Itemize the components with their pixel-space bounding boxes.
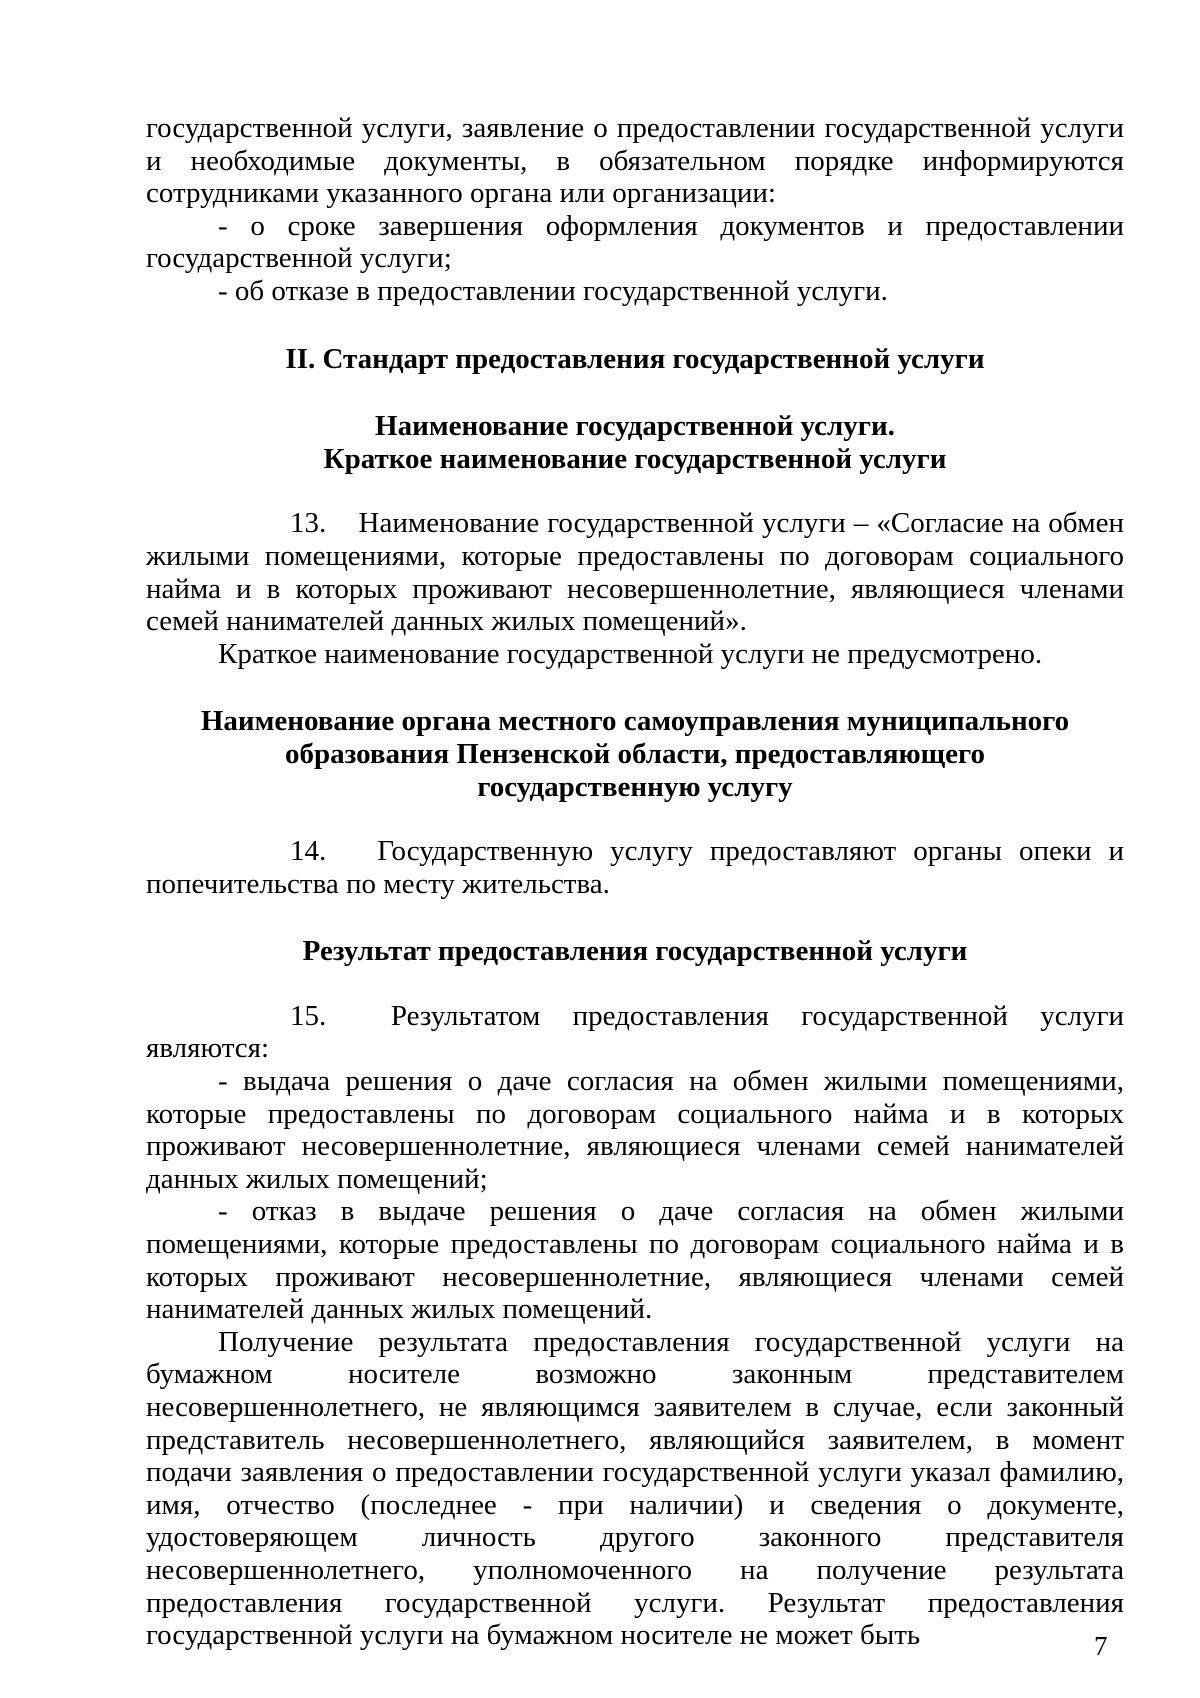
paragraph-item-15 [146, 1000, 1124, 1065]
item-14-number: 14. [290, 835, 327, 868]
page-number: 7 [1094, 1631, 1108, 1661]
item-13-text: Наименование государственной услуги – «Согласие на обмен жилыми помещениями, которые предоставлены по договорам социального найма и в которых проживают несовершеннолетние, являющиеся членами семей нанимателей данных жилых помещений». [146, 507, 1124, 638]
item-13-number: 13. [290, 507, 327, 540]
heading-authority-line1: Наименование органа местного самоуправления муниципального [200, 705, 1070, 738]
heading-authority-line2: образования Пензенской области, предоставляющего [285, 737, 985, 770]
heading-service-name-line2: Краткое наименование государственной услуги [323, 442, 947, 475]
paragraph-item-14 [146, 835, 1124, 900]
paragraph-bullet-refusal: - об отказе в предоставлении государственной услуги. [218, 274, 888, 307]
item-15-number: 15. [290, 999, 327, 1032]
paragraph-continuation: государственной услуги, заявление о предоставлении государственной услуги и необходимые документы, в обязательном порядке информируются сотрудниками указанного органа или организации: [146, 112, 1124, 210]
section-title: II. Стандарт предоставления государственной услуги [285, 342, 985, 375]
paragraph-bullet-deadline: - о сроке завершения оформления документов и предоставлении государственной услуги; [146, 209, 1124, 275]
paragraph-short-name: Краткое наименование государственной услуги не предусмотрено. [218, 637, 1043, 670]
paragraph-result-issue: - выдача решения о даче согласия на обмен жилыми помещениями, которые предоставлены по договорам социального найма и в которых проживают несовершеннолетние, являющиеся членами семей нанимателей данных жилых помещений; [146, 1065, 1124, 1195]
heading-result: Результат предоставления государственной услуги [302, 935, 968, 968]
heading-service-name [146, 410, 1124, 475]
heading-authority [146, 705, 1124, 803]
paragraph-result-receipt: Получение результата предоставления государственной услуги на бумажном носителе возможно законным представителем несовершеннолетнего, не являющимся заявителем в случае, если законный представитель несовершеннолетнего, являющийся заявителем, в момент подачи заявления о предоставлении государственной услуги указал фамилию, имя, отчество (последнее - при наличии) и сведения о документе, удостоверяющем личность другого законного представителя несовершеннолетнего, уполномоченного на получение результата предоставления государственной услуги. Результат предоставления государственной услуги на бумажном носителе не может быть [146, 1325, 1124, 1652]
item-15-intro: Результатом предоставления государственной услуги являются: [146, 999, 1124, 1065]
heading-authority-line3: государственную услугу [477, 770, 793, 803]
paragraph-result-refusal: - отказ в выдаче решения о даче согласия на обмен жилыми помещениями, которые предоставлены по договорам социального найма и в которых проживают несовершеннолетние, являющиеся членами семей нанимателей данных жилых помещений. [146, 1195, 1124, 1326]
heading-service-name-line1: Наименование государственной услуги. [375, 410, 895, 443]
page-content [146, 112, 1124, 1652]
item-14-text: Государственную услугу предоставляют органы опеки и попечительства по месту жительства. [146, 835, 1125, 900]
paragraph-item-13 [146, 507, 1124, 637]
